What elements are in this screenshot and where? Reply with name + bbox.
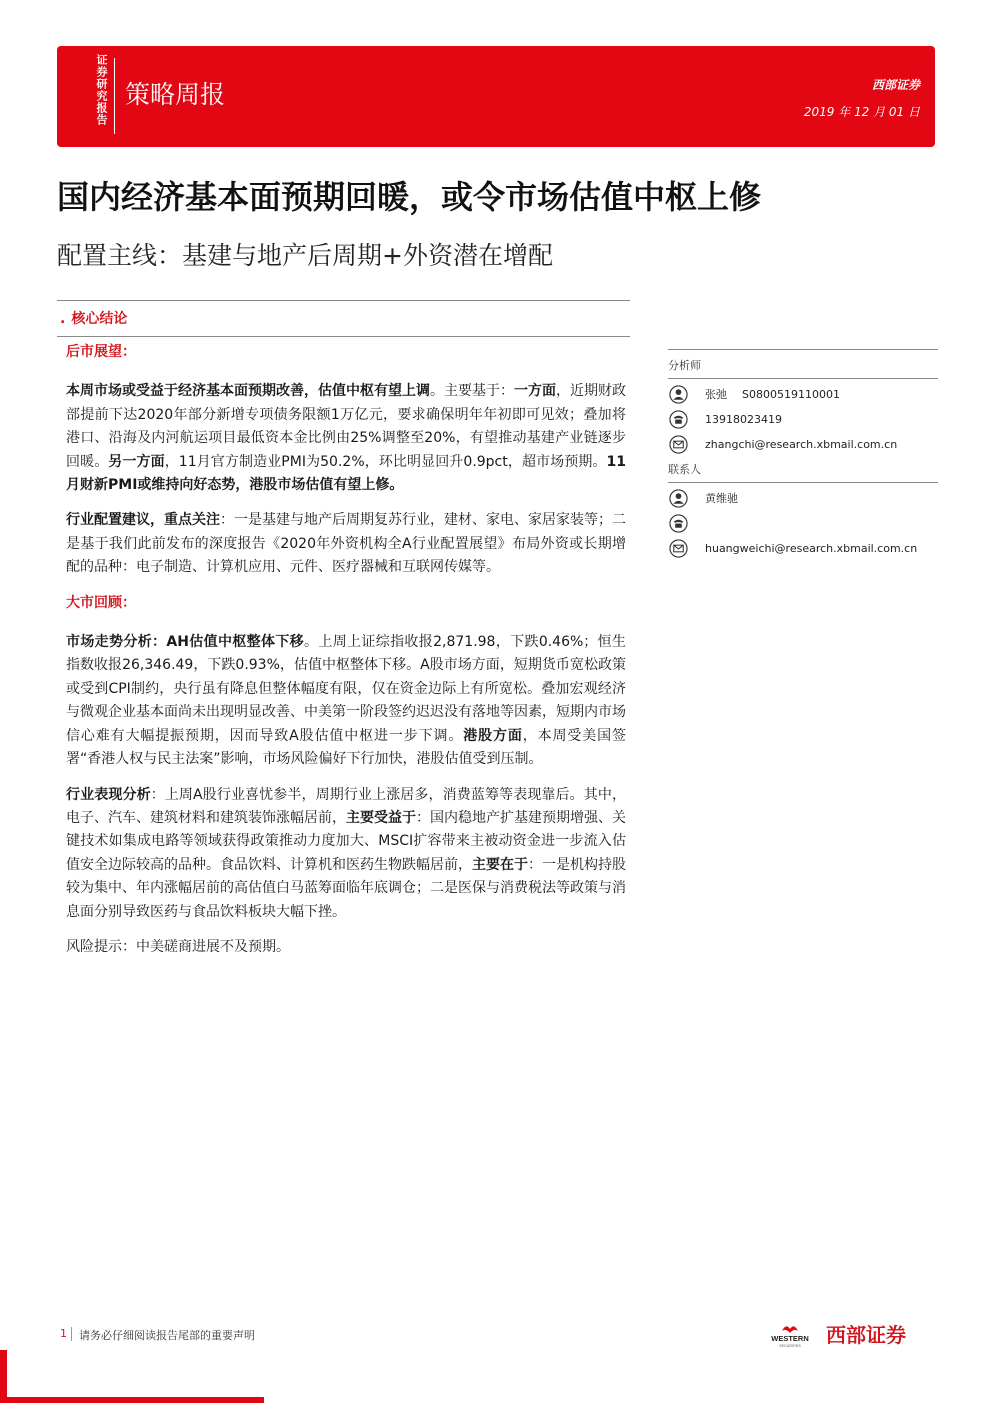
review-heading: 大市回顾： [66, 594, 136, 611]
report-subtitle: 配置主线：基建与地产后周期+外资潜在增配 [57, 241, 553, 270]
emphasis: 11月财新PMI或维持向好态势，港股市场估值有望上修。 [66, 453, 627, 494]
industry-lead: 行业表现分析 [66, 786, 151, 803]
report-category-label: 证券研究报告 [95, 54, 108, 126]
bullet-dot: . [60, 311, 66, 327]
text-run: 。上周上证综指收报2,871.98，下跌0.46%；恒生指数收报26,346.49，下跌0.93%，估值中枢整体下移。A股市场方面，短期货币宽松政策或受到CPI制约，央行虽有降息但整体幅度有限，仅在资金边际上有所宽松。叠加宏观经济与微观企业基本面尚未出现明显改善、中美第一阶段签约迟迟没有落地等因素，短期内市场信心难有大幅提振预期，因而导致A股估值中枢进一步下调。 [66, 634, 626, 744]
text-run: ，本周受美国签署“香港人权与民主法案”影响，市场风险偏好下行加快，港股估值受到压制。 [66, 727, 627, 768]
analyst-sidebar [668, 349, 938, 562]
logo-wordmark-cn: 西部证券 [826, 1323, 906, 1347]
text-run: ，近期财政部提前下达2020年部分新增专项债务限额1万亿元，要求确保明年年初即可见效；叠加将港口、沿海及内河航运项目最低资本金比例由25%调整至20%，有望推动基建产业链逐步回暖。 [66, 383, 626, 470]
analyst-phone-row [668, 408, 938, 433]
contact-phone-row [668, 512, 938, 537]
outlook-paragraph [66, 380, 626, 497]
outlook-lead: 本周市场或受益于经济基本面预期改善，估值中枢有望上调 [66, 383, 430, 400]
analyst-email-row [668, 433, 938, 458]
market-trend-lead: 市场走势分析：AH估值中枢整体下移 [66, 634, 305, 651]
text-run: ，11月官方制造业PMI为50.2%，环比明显回升0.9pct，超市场预期。 [164, 453, 607, 470]
section-heading-text: 核心结论 [71, 311, 128, 327]
contact-name: 黄维驰 [705, 492, 738, 505]
mail-icon [669, 539, 688, 558]
report-date: 2019 年 12 月 01 日 [803, 105, 920, 119]
contact-label: 联系人 [668, 463, 701, 476]
analyst-name: 张弛 [705, 388, 727, 401]
footer-divider [71, 1327, 72, 1341]
allocation-lead: 行业配置建议，重点关注 [66, 512, 220, 529]
text-run: ：国内稳地产扩基建预期增强、关键技术如集成电路等领域获得政策推动力度加大、MSCI扩容带来主被动资金进一步流入估值安全边际较高的品种。食品饮料、计算机和医药生物跌幅居前， [66, 809, 626, 873]
text-run: 。主要基于： [430, 383, 514, 400]
analyst-name-row [668, 383, 938, 408]
outlook-heading: 后市展望： [66, 344, 136, 360]
contact-email[interactable]: huangweichi@research.xbmail.com.cn [705, 542, 918, 555]
emphasis: 主要受益于 [346, 809, 416, 826]
market-trend-paragraph [66, 631, 626, 771]
emphasis: 另一方面 [108, 453, 165, 470]
firm-name: 西部证券 [871, 78, 920, 92]
section-heading [60, 309, 127, 329]
page-number: 1 [60, 1327, 67, 1340]
report-type: 策略周报 [125, 80, 226, 109]
contact-email-row [668, 537, 938, 562]
corner-accent-vertical [0, 1350, 7, 1403]
company-logo [762, 1322, 940, 1350]
person-icon [669, 385, 688, 404]
phone-icon [669, 410, 688, 429]
logo-wordmark-sub: SECURITIES [779, 1344, 801, 1348]
section-top-rule [57, 300, 630, 301]
disclaimer-note: 请务必仔细阅读报告尾部的重要声明 [79, 1329, 255, 1342]
western-logo-mark [762, 1322, 818, 1348]
text-run: ：一是基建与地产后周期复苏行业，建材、家电、家居家装等；二是基于我们此前发布的深度报告《2020年外资机构全A行业配置展望》布局外资或长期增配的品种：电子制造、计算机应用、元件、医疗器械和互联网传媒等。 [66, 512, 626, 576]
text-run: ：一是机构持股较为集中、年内涨幅居前的高估值白马蓝筹面临年底调仓；二是医保与消费税法等政策与消息面分别导致医药与食品饮料板块大幅下挫。 [66, 856, 626, 920]
corner-accent-horizontal [0, 1397, 264, 1403]
logo-wordmark-en: WESTERN [771, 1334, 809, 1343]
section-bottom-rule [57, 336, 630, 337]
allocation-paragraph [66, 509, 626, 579]
analyst-email[interactable]: zhangchi@research.xbmail.com.cn [705, 438, 898, 451]
phone-icon [669, 514, 688, 533]
contact-name-row [668, 487, 938, 512]
text-run: ：上周A股行业喜忧参半，周期行业上涨居多，消费蓝筹等表现靠后。其中，电子、汽车、建筑材料和建筑装饰涨幅居前， [66, 786, 627, 826]
industry-performance-paragraph [66, 784, 626, 924]
header-banner [57, 46, 935, 147]
mail-icon [669, 435, 688, 454]
main-content [66, 341, 626, 971]
emphasis: 主要在于 [472, 856, 528, 873]
emphasis: 港股方面 [463, 727, 523, 744]
analyst-label: 分析师 [668, 359, 701, 372]
analyst-phone: 13918023419 [705, 413, 782, 426]
analyst-license-id: S0800519110001 [742, 388, 840, 401]
risk-warning: 风险提示：中美磋商进展不及预期。 [66, 938, 290, 955]
person-icon [669, 489, 688, 508]
report-title: 国内经济基本面预期回暖，或令市场估值中枢上修 [57, 178, 762, 216]
emphasis: 一方面 [514, 383, 556, 400]
banner-divider [114, 58, 115, 134]
